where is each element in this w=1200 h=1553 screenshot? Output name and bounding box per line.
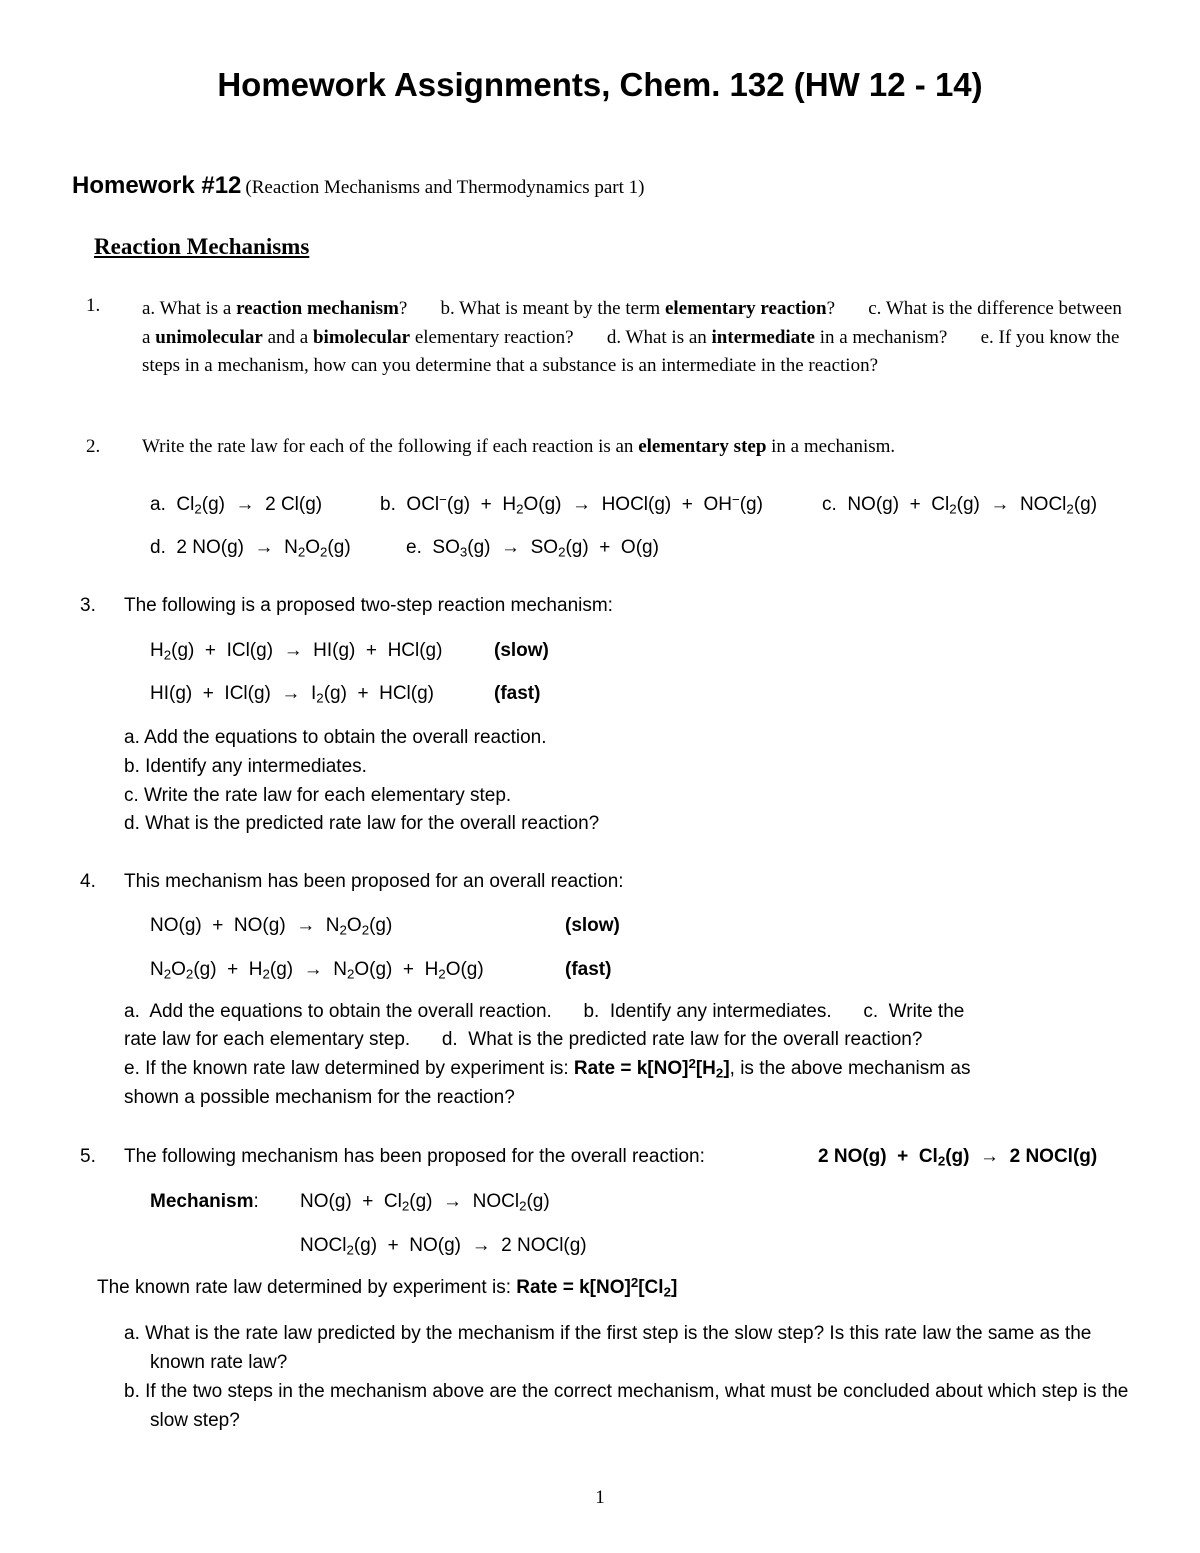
q4-line4: shown a possible mechanism for the reaction? — [124, 1087, 515, 1108]
q2-eq-c: c. $NO(g) + Cl_2(g)$ → NOCl$_2$(g) — [822, 494, 1098, 517]
q5-part-b: b. If the two steps in the mechanism above are the correct mechanism, what must be concluded about which step is the slow step? — [124, 1381, 1129, 1431]
q4-line1: a. Add the equations to obtain the overall reaction. b. Identify any intermediates. c. Write the — [124, 1001, 965, 1022]
q2-eq-d: d. 2 $NO(g) \to N_2O_2(g)$ — [150, 537, 351, 560]
q2-text: Write the rate law for each of the following if each reaction is an elementary step in a mechanism. — [142, 436, 896, 457]
page-number: 1 — [595, 1487, 605, 1508]
q4-line3: e. If the known rate law determined by experiment is: Rate = $k[NO]^2[H_2]$, is the above mechanism as — [124, 1056, 971, 1081]
q5-step1: $NO(g) + Cl_2(g)$ → NOCl$_2$(g) — [300, 1191, 550, 1214]
q4-step1: $NO(g) + NO(g) \to N_2O_2(g)$ — [150, 915, 393, 938]
q4-number: 4. — [80, 871, 96, 892]
homework-subtitle: (Reaction Mechanisms and Thermodynamics part 1) — [245, 177, 645, 198]
q2-eq-e: e. $SO_3(g) \to SO_2(g) + O(g)$ — [406, 537, 659, 560]
q2-eq-b: b. $OCl^-(g) + H_2O(g)$ → HOCl(g) + OH−(g) — [380, 492, 763, 517]
q3-part-b: b. Identify any intermediates. — [124, 756, 367, 777]
q5-known-rate: The known rate law determined by experiment is: Rate = $k[NO]^2[Cl_2]$ — [97, 1275, 678, 1300]
q1-text: a. What is a reaction mechanism? b. What is meant by the term elementary reaction? c. What is the difference between a unimolecular and a bimolecular elementary reaction? d. What is an intermediate in a mechanism? e. If you know the steps in a mechanism, how can you determine that a substance is an intermediate in the reaction? — [142, 298, 1122, 376]
q4-fast-label: (fast) — [565, 959, 612, 980]
q5-step2: NOCl$_2$(g) + NO(g) → 2 NOCl(g) — [300, 1235, 587, 1258]
q3-number: 3. — [80, 595, 96, 616]
q4-step2: $N_2O_2(g) + H_2(g) \to N_2O(g) + H_2O(g)$ — [150, 959, 484, 982]
homework-heading — [72, 172, 644, 200]
q3-part-a: a. Add the equations to obtain the overall reaction. — [124, 727, 547, 748]
q5-part-a: a. What is the rate law predicted by the mechanism if the first step is the slow step? Is this rate law the same as the known rate law? — [124, 1323, 1092, 1373]
q1-number: 1. — [86, 295, 101, 316]
q5-mechanism-label: Mechanism: — [150, 1191, 259, 1212]
q3-part-d: d. What is the predicted rate law for the overall reaction? — [124, 813, 600, 834]
q5-number: 5. — [80, 1146, 96, 1167]
q2-eq-a: a. $Cl_2(g) \to 2$ Cl(g) — [150, 494, 323, 517]
q2-number: 2. — [86, 436, 101, 457]
q4-line2: rate law for each elementary step. d. What is the predicted rate law for the overall reaction? — [124, 1029, 923, 1050]
q3-text: The following is a proposed two-step reaction mechanism: — [124, 595, 613, 616]
q4-text: This mechanism has been proposed for an overall reaction: — [124, 871, 624, 892]
homework-label: Homework #12 — [72, 172, 242, 199]
q5-overall-reaction: 2 $NO(g) + Cl_2(g) \to 2$ NOCl(g) — [818, 1146, 1098, 1169]
q3-slow-label: (slow) — [494, 640, 549, 661]
page-title: Homework Assignments, Chem. 132 (HW 12 - 14) — [217, 66, 983, 103]
q3-step1: $H_2(g) + ICl(g) \to HI(g) + HCl(g)$ — [150, 640, 443, 663]
q4-slow-label: (slow) — [565, 915, 620, 936]
q5-text: The following mechanism has been proposed for the overall reaction: — [124, 1146, 705, 1167]
q3-part-c: c. Write the rate law for each elementary step. — [124, 785, 512, 806]
q3-fast-label: (fast) — [494, 683, 541, 704]
q3-step2: $HI(g) + ICl(g) \to I_2(g) + HCl(g)$ — [150, 683, 435, 706]
section-heading: Reaction Mechanisms — [94, 234, 310, 259]
